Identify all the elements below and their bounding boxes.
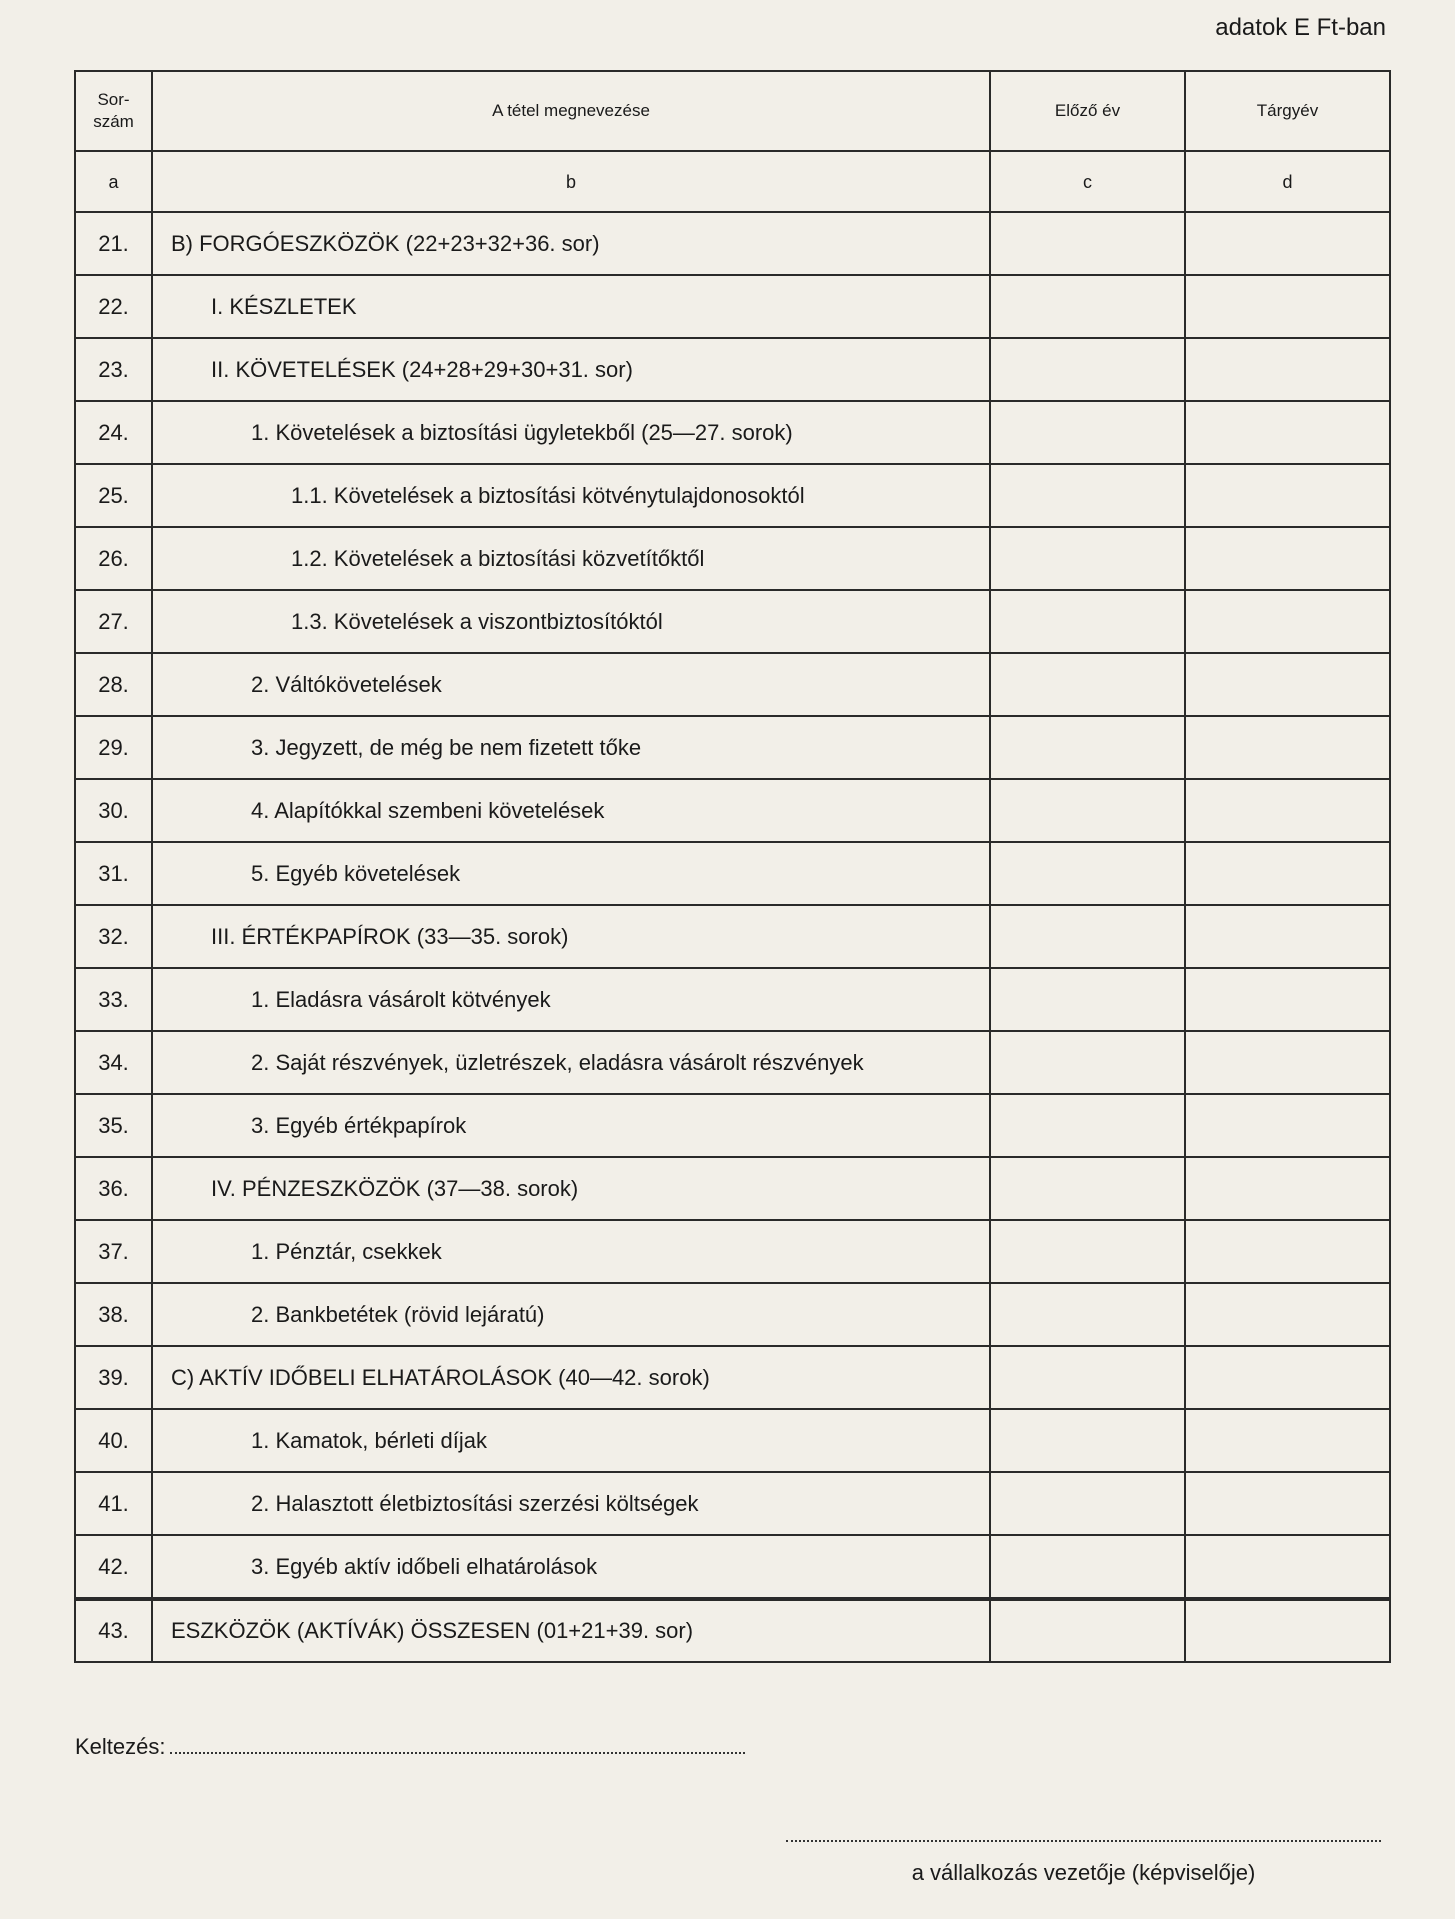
row-number: 21.	[75, 212, 152, 275]
previous-year-cell[interactable]	[990, 1599, 1185, 1662]
previous-year-cell[interactable]	[990, 1283, 1185, 1346]
table-row	[75, 401, 1390, 464]
row-item-name: 2. Saját részvények, üzletrészek, eladásra vásárolt részvények	[152, 1031, 990, 1094]
current-year-cell[interactable]	[1185, 905, 1390, 968]
row-item-name: 2. Halasztott életbiztosítási szerzési költségek	[152, 1472, 990, 1535]
previous-year-cell[interactable]	[990, 1031, 1185, 1094]
current-year-cell[interactable]	[1185, 1599, 1390, 1662]
row-number: 40.	[75, 1409, 152, 1472]
current-year-cell[interactable]	[1185, 1472, 1390, 1535]
current-year-cell[interactable]	[1185, 338, 1390, 401]
table-row	[75, 212, 1390, 275]
previous-year-cell[interactable]	[990, 1157, 1185, 1220]
header-item-name: A tétel megnevezése	[152, 71, 990, 151]
previous-year-cell[interactable]	[990, 1094, 1185, 1157]
row-number: 39.	[75, 1346, 152, 1409]
row-item-name: 5. Egyéb követelések	[152, 842, 990, 905]
row-number: 41.	[75, 1472, 152, 1535]
table-row	[75, 590, 1390, 653]
row-item-name: III. ÉRTÉKPAPÍROK (33—35. sorok)	[152, 905, 990, 968]
row-item-name: ESZKÖZÖK (AKTÍVÁK) ÖSSZESEN (01+21+39. sor)	[152, 1599, 990, 1662]
current-year-cell[interactable]	[1185, 464, 1390, 527]
row-number: 43.	[75, 1599, 152, 1662]
row-number: 23.	[75, 338, 152, 401]
previous-year-cell[interactable]	[990, 1409, 1185, 1472]
table-row	[75, 905, 1390, 968]
row-item-name: 1. Eladásra vásárolt kötvények	[152, 968, 990, 1031]
current-year-cell[interactable]	[1185, 401, 1390, 464]
previous-year-cell[interactable]	[990, 1220, 1185, 1283]
row-item-name: IV. PÉNZESZKÖZÖK (37—38. sorok)	[152, 1157, 990, 1220]
row-number: 27.	[75, 590, 152, 653]
table-row	[75, 1535, 1390, 1599]
table-row	[75, 1094, 1390, 1157]
row-number: 35.	[75, 1094, 152, 1157]
previous-year-cell[interactable]	[990, 1472, 1185, 1535]
row-item-name: 3. Egyéb értékpapírok	[152, 1094, 990, 1157]
previous-year-cell[interactable]	[990, 716, 1185, 779]
row-item-name: 4. Alapítókkal szembeni követelések	[152, 779, 990, 842]
row-number: 25.	[75, 464, 152, 527]
table-row	[75, 1283, 1390, 1346]
previous-year-cell[interactable]	[990, 842, 1185, 905]
current-year-cell[interactable]	[1185, 1535, 1390, 1599]
row-item-name: B) FORGÓESZKÖZÖK (22+23+32+36. sor)	[152, 212, 990, 275]
current-year-cell[interactable]	[1185, 1157, 1390, 1220]
date-label: Keltezés:	[75, 1734, 166, 1759]
current-year-cell[interactable]	[1185, 1409, 1390, 1472]
current-year-cell[interactable]	[1185, 1220, 1390, 1283]
row-number: 28.	[75, 653, 152, 716]
current-year-cell[interactable]	[1185, 716, 1390, 779]
table-row	[75, 464, 1390, 527]
row-number: 32.	[75, 905, 152, 968]
row-item-name: 3. Egyéb aktív időbeli elhatárolások	[152, 1535, 990, 1599]
table-row	[75, 527, 1390, 590]
current-year-cell[interactable]	[1185, 590, 1390, 653]
current-year-cell[interactable]	[1185, 275, 1390, 338]
table-row	[75, 1599, 1390, 1662]
letter-d: d	[1185, 151, 1390, 212]
previous-year-cell[interactable]	[990, 464, 1185, 527]
table-row	[75, 1157, 1390, 1220]
table-row	[75, 1346, 1390, 1409]
table-row	[75, 716, 1390, 779]
table-body	[75, 212, 1390, 1662]
row-item-name: 1.2. Követelések a biztosítási közvetítőktől	[152, 527, 990, 590]
row-number: 29.	[75, 716, 152, 779]
current-year-cell[interactable]	[1185, 842, 1390, 905]
row-item-name: 3. Jegyzett, de még be nem fizetett tőke	[152, 716, 990, 779]
date-field[interactable]	[170, 1734, 745, 1754]
table-row	[75, 338, 1390, 401]
signature-field[interactable]	[786, 1840, 1381, 1842]
previous-year-cell[interactable]	[990, 905, 1185, 968]
previous-year-cell[interactable]	[990, 527, 1185, 590]
current-year-cell[interactable]	[1185, 1094, 1390, 1157]
previous-year-cell[interactable]	[990, 590, 1185, 653]
table-row	[75, 1031, 1390, 1094]
previous-year-cell[interactable]	[990, 779, 1185, 842]
row-number: 36.	[75, 1157, 152, 1220]
previous-year-cell[interactable]	[990, 275, 1185, 338]
row-number: 31.	[75, 842, 152, 905]
unit-note: adatok E Ft-ban	[1215, 14, 1386, 41]
current-year-cell[interactable]	[1185, 527, 1390, 590]
previous-year-cell[interactable]	[990, 653, 1185, 716]
letter-a: a	[75, 151, 152, 212]
row-item-name: 1. Kamatok, bérleti díjak	[152, 1409, 990, 1472]
current-year-cell[interactable]	[1185, 1283, 1390, 1346]
header-previous-year: Előző év	[990, 71, 1185, 151]
table-row	[75, 653, 1390, 716]
previous-year-cell[interactable]	[990, 338, 1185, 401]
header-row-number	[75, 71, 152, 151]
row-number: 38.	[75, 1283, 152, 1346]
row-number: 30.	[75, 779, 152, 842]
current-year-cell[interactable]	[1185, 968, 1390, 1031]
date-line	[75, 1734, 745, 1760]
previous-year-cell[interactable]	[990, 212, 1185, 275]
table-row	[75, 779, 1390, 842]
letter-c: c	[990, 151, 1185, 212]
header-current-year: Tárgyév	[1185, 71, 1390, 151]
previous-year-cell[interactable]	[990, 1535, 1185, 1599]
header-row-number-label: Sor- szám	[93, 90, 134, 131]
row-number: 22.	[75, 275, 152, 338]
previous-year-cell[interactable]	[990, 1346, 1185, 1409]
current-year-cell[interactable]	[1185, 1031, 1390, 1094]
signature-label: a vállalkozás vezetője (képviselője)	[911, 1860, 1256, 1885]
table-row	[75, 275, 1390, 338]
row-number: 33.	[75, 968, 152, 1031]
table-row	[75, 1409, 1390, 1472]
current-year-cell[interactable]	[1185, 653, 1390, 716]
table-row	[75, 968, 1390, 1031]
previous-year-cell[interactable]	[990, 401, 1185, 464]
row-item-name: 1. Követelések a biztosítási ügyletekből (25—27. sorok)	[152, 401, 990, 464]
row-number: 34.	[75, 1031, 152, 1094]
row-number: 37.	[75, 1220, 152, 1283]
row-item-name: 1.1. Követelések a biztosítási kötvénytulajdonosoktól	[152, 464, 990, 527]
row-number: 42.	[75, 1535, 152, 1599]
table-row	[75, 1472, 1390, 1535]
current-year-cell[interactable]	[1185, 212, 1390, 275]
current-year-cell[interactable]	[1185, 779, 1390, 842]
letter-b: b	[152, 151, 990, 212]
row-item-name: 2. Bankbetétek (rövid lejáratú)	[152, 1283, 990, 1346]
row-item-name: C) AKTÍV IDŐBELI ELHATÁROLÁSOK (40—42. sorok)	[152, 1346, 990, 1409]
row-item-name: 2. Váltókövetelések	[152, 653, 990, 716]
row-item-name: I. KÉSZLETEK	[152, 275, 990, 338]
row-number: 26.	[75, 527, 152, 590]
previous-year-cell[interactable]	[990, 968, 1185, 1031]
row-item-name: 1. Pénztár, csekkek	[152, 1220, 990, 1283]
row-number: 24.	[75, 401, 152, 464]
balance-sheet-table	[74, 70, 1391, 1663]
table-row	[75, 842, 1390, 905]
table-row	[75, 1220, 1390, 1283]
current-year-cell[interactable]	[1185, 1346, 1390, 1409]
row-item-name: 1.3. Követelések a viszontbiztosítóktól	[152, 590, 990, 653]
row-item-name: II. KÖVETELÉSEK (24+28+29+30+31. sor)	[152, 338, 990, 401]
